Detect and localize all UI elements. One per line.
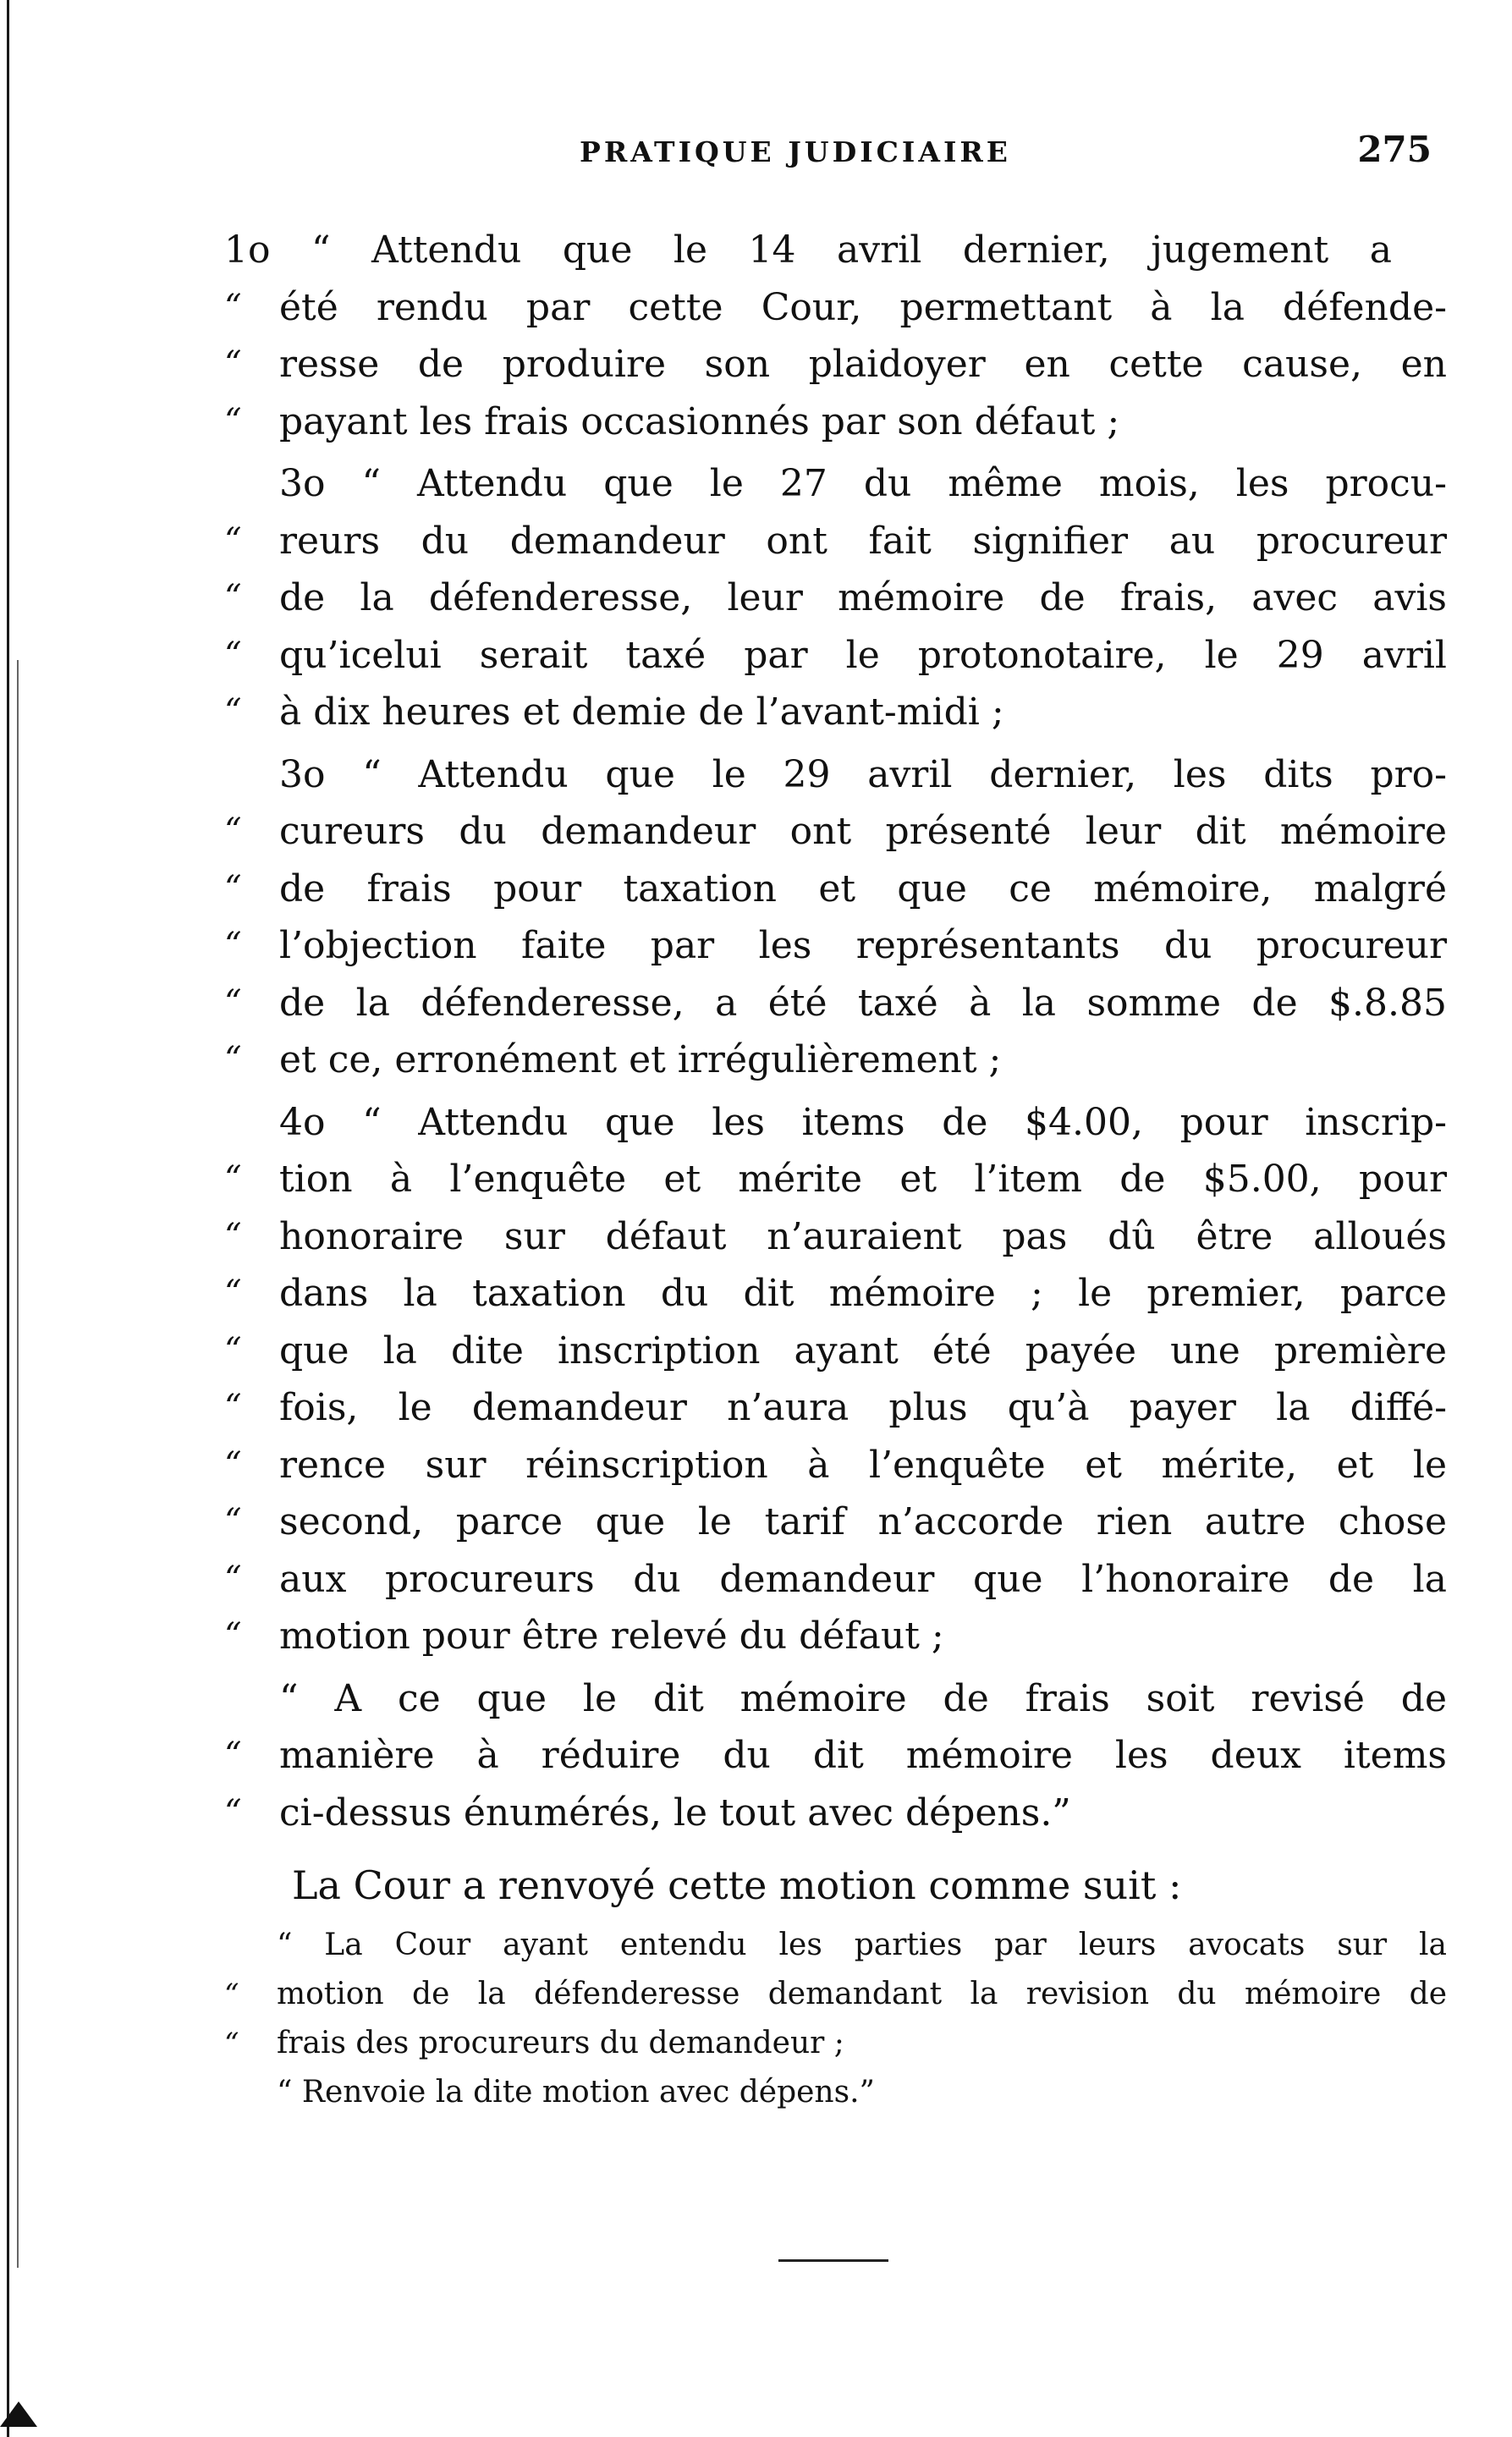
text-line: “ payant les frais occasionnés par son défaut ;: [224, 399, 1120, 443]
text-line: “ l’objection faite par les représentants du procureur: [224, 924, 1447, 967]
text-line: “ de frais pour taxation et que ce mémoire, malgré: [224, 866, 1447, 910]
text-line: 1o “ Attendu que le 14 avril dernier, jugement a: [224, 228, 1392, 272]
closing-rule: [778, 2259, 888, 2262]
text-line: “ tion à l’enquête et mérite et l’item de $5.00, pour: [224, 1158, 1447, 1201]
text-line: “ manière à réduire du dit mémoire les deux items: [224, 1734, 1447, 1777]
running-title: PRATIQUE JUDICIAIRE: [580, 135, 1011, 168]
left-page-edge: [7, 0, 9, 2437]
text-line: “ aux procureurs du demandeur que l’honoraire de la: [224, 1557, 1447, 1601]
text-line: 4o “ Attendu que les items de $4.00, pour inscrip-: [279, 1100, 1447, 1144]
judgment-line: “ La Cour ayant entendu les parties par leurs avocats sur la: [277, 1928, 1447, 1962]
text-line: “ honoraire sur défaut n’auraient pas dû être alloués: [224, 1214, 1447, 1258]
text-line: 3o “ Attendu que le 29 avril dernier, les dits pro-: [279, 752, 1447, 796]
text-line: “ A ce que le dit mémoire de frais soit revisé de: [279, 1676, 1447, 1720]
text-line: 3o “ Attendu que le 27 du même mois, les procu-: [279, 462, 1447, 505]
text-line: “ de la défenderesse, a été taxé à la somme de $.8.85: [224, 981, 1447, 1025]
text-line: “ ci-dessus énumérés, le tout avec dépens.”: [224, 1791, 1071, 1835]
text-line: “ de la défenderesse, leur mémoire de frais, avec avis: [224, 576, 1447, 619]
court-statement: La Cour a renvoyé cette motion comme suit :: [292, 1862, 1182, 1908]
judgment-line: “ Renvoie la dite motion avec dépens.”: [277, 2075, 875, 2110]
judgment-line: “ frais des procureurs du demandeur ;: [224, 2026, 844, 2060]
text-line: “ rence sur réinscription à l’enquête et mérite, et le: [224, 1443, 1447, 1487]
scan-margin-line: [17, 660, 19, 2268]
text-line: “ été rendu par cette Cour, permettant à la défende-: [224, 285, 1447, 329]
text-line: “ cureurs du demandeur ont présenté leur dit mémoire: [224, 810, 1447, 853]
text-line: “ que la dite inscription ayant été payée une première: [224, 1329, 1447, 1373]
text-line: “ et ce, erronément et irrégulièrement ;: [224, 1038, 1002, 1081]
judgment-line: “ motion de la défenderesse demandant la revision du mémoire de: [224, 1977, 1447, 2011]
text-line: “ qu’icelui serait taxé par le protonotaire, le 29 avril: [224, 633, 1447, 677]
text-line: “ reurs du demandeur ont fait signifier au procureur: [224, 519, 1447, 563]
text-line: “ motion pour être relevé du défaut ;: [224, 1615, 944, 1658]
text-line: “ second, parce que le tarif n’accorde rien autre chose: [224, 1500, 1447, 1543]
text-line: “ à dix heures et demie de l’avant-midi ;: [224, 690, 1004, 734]
page-header: [254, 129, 1438, 179]
text-line: “ resse de produire son plaidoyer en cette cause, en: [224, 343, 1447, 386]
corner-mark-icon: [0, 2401, 37, 2427]
text-line: “ fois, le demandeur n’aura plus qu’à payer la diffé-: [224, 1386, 1447, 1429]
text-line: “ dans la taxation du dit mémoire ; le premier, parce: [224, 1272, 1447, 1315]
page-number: 275: [1357, 129, 1432, 170]
page-body: [224, 222, 1447, 2117]
